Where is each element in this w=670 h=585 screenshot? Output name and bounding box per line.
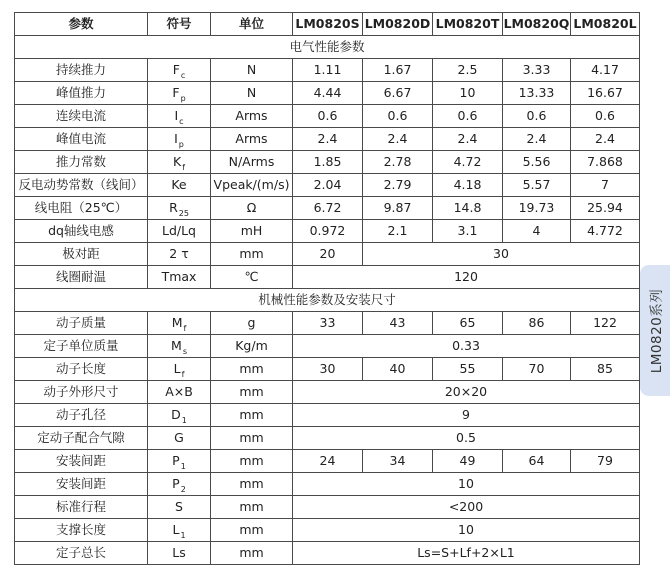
- param-symbol: [148, 59, 211, 82]
- header-symbol: 符号: [148, 13, 211, 36]
- symbol-subscript: p: [178, 139, 184, 149]
- param-symbol: [148, 312, 211, 335]
- value-cell: 64: [503, 450, 571, 473]
- value-cell: 4: [503, 220, 571, 243]
- param-name: 安装间距: [15, 450, 148, 473]
- value-cell: 2.78: [363, 151, 433, 174]
- table-row: [15, 381, 640, 404]
- value-cell: 6.67: [363, 82, 433, 105]
- table-row: [15, 220, 640, 243]
- value-cell: 2.4: [571, 128, 640, 151]
- param-symbol: [148, 519, 211, 542]
- symbol-subscript: 25: [178, 208, 189, 218]
- value-cell: 43: [363, 312, 433, 335]
- table-row: [15, 82, 640, 105]
- value-cell: 2.4: [293, 128, 363, 151]
- value-cell: 16.67: [571, 82, 640, 105]
- section-title: 电气性能参数: [15, 36, 640, 59]
- symbol-base: P: [172, 475, 180, 491]
- param-symbol: [148, 220, 211, 243]
- param-symbol: [148, 128, 211, 151]
- param-unit: Ω: [211, 197, 293, 220]
- param-unit: mm: [211, 381, 293, 404]
- table-row: [15, 335, 640, 358]
- value-cell: 9.87: [363, 197, 433, 220]
- spec-table-body: [15, 36, 640, 565]
- value-cell: 2.04: [293, 174, 363, 197]
- series-side-tab-label: LM0820系列: [649, 288, 665, 373]
- table-row: [15, 427, 640, 450]
- value-cell: 1.11: [293, 59, 363, 82]
- table-row: [15, 542, 640, 565]
- value-cell: 30: [293, 358, 363, 381]
- param-name: 动子质量: [15, 312, 148, 335]
- symbol-base: G: [174, 429, 184, 445]
- symbol-subscript: p: [180, 93, 186, 103]
- value-cell: 4.772: [571, 220, 640, 243]
- value-cell: 1.67: [363, 59, 433, 82]
- param-symbol: [148, 151, 211, 174]
- table-row: [15, 197, 640, 220]
- param-name: 定子单位质量: [15, 335, 148, 358]
- value-cell: 33: [293, 312, 363, 335]
- value-cell: 2.79: [363, 174, 433, 197]
- table-row: [15, 243, 640, 266]
- value-cell: 6.72: [293, 197, 363, 220]
- value-cell: 5.57: [503, 174, 571, 197]
- param-symbol: [148, 335, 211, 358]
- param-symbol: [148, 243, 211, 266]
- table-row: [15, 59, 640, 82]
- param-unit: Kg/m: [211, 335, 293, 358]
- symbol-base: Ke: [171, 176, 187, 192]
- param-name: 峰值电流: [15, 128, 148, 151]
- value-cell: 3.1: [433, 220, 503, 243]
- param-name: 反电动势常数（线间）: [15, 174, 148, 197]
- symbol-base: Ld/Lq: [161, 222, 196, 238]
- symbol-base: I: [174, 107, 179, 123]
- table-row: [15, 266, 640, 289]
- value-cell: 20: [293, 243, 363, 266]
- param-symbol: [148, 197, 211, 220]
- value-cell: 25.94: [571, 197, 640, 220]
- value-cell: 0.6: [363, 105, 433, 128]
- header-param: 参数: [15, 13, 148, 36]
- param-name: 动子长度: [15, 358, 148, 381]
- header-unit: 单位: [211, 13, 293, 36]
- param-unit: mH: [211, 220, 293, 243]
- value-cell: 19.73: [503, 197, 571, 220]
- param-name: 动子孔径: [15, 404, 148, 427]
- value-cell: 4.72: [433, 151, 503, 174]
- merged-value-cell: 120: [293, 266, 640, 289]
- table-row: [15, 358, 640, 381]
- value-cell: 14.8: [433, 197, 503, 220]
- param-name: dq轴线电感: [15, 220, 148, 243]
- header-model-l: LM0820L: [571, 13, 640, 36]
- param-unit: Arms: [211, 105, 293, 128]
- param-name: 标准行程: [15, 496, 148, 519]
- merged-value-cell: 9: [293, 404, 640, 427]
- param-unit: N: [211, 59, 293, 82]
- param-name: 推力常数: [15, 151, 148, 174]
- header-model-d: LM0820D: [363, 13, 433, 36]
- spec-table: [14, 12, 640, 565]
- value-cell: 4.17: [571, 59, 640, 82]
- param-unit: mm: [211, 473, 293, 496]
- param-symbol: [148, 358, 211, 381]
- value-cell: 86: [503, 312, 571, 335]
- table-row: [15, 473, 640, 496]
- value-cell: 0.972: [293, 220, 363, 243]
- value-cell: 2.4: [363, 128, 433, 151]
- value-cell: 2.5: [433, 59, 503, 82]
- param-symbol: [148, 542, 211, 565]
- symbol-base: K: [172, 153, 182, 169]
- param-name: 峰值推力: [15, 82, 148, 105]
- table-row: [15, 174, 640, 197]
- param-unit: mm: [211, 427, 293, 450]
- param-symbol: [148, 450, 211, 473]
- table-row: [15, 105, 640, 128]
- value-cell: 122: [571, 312, 640, 335]
- value-cell: 24: [293, 450, 363, 473]
- symbol-subscript: 1: [180, 461, 186, 471]
- symbol-base: F: [172, 84, 180, 100]
- param-name: 支撑长度: [15, 519, 148, 542]
- value-cell: 7.868: [571, 151, 640, 174]
- value-cell: 4.44: [293, 82, 363, 105]
- param-symbol: [148, 381, 211, 404]
- symbol-base: A×B: [165, 383, 193, 399]
- param-symbol: [148, 496, 211, 519]
- param-unit: mm: [211, 450, 293, 473]
- merged-value-cell: <200: [293, 496, 640, 519]
- symbol-base: M: [171, 314, 183, 330]
- table-row: [15, 450, 640, 473]
- param-name: 线圈耐温: [15, 266, 148, 289]
- value-cell: 0.6: [293, 105, 363, 128]
- symbol-subscript: 1: [181, 415, 187, 425]
- value-cell: 2.4: [503, 128, 571, 151]
- param-name: 连续电流: [15, 105, 148, 128]
- section-title: 机械性能参数及安装尺寸: [15, 289, 640, 312]
- value-cell: 49: [433, 450, 503, 473]
- table-row: [15, 404, 640, 427]
- value-cell: 65: [433, 312, 503, 335]
- param-symbol: [148, 404, 211, 427]
- value-cell: 70: [503, 358, 571, 381]
- value-cell: 2.1: [363, 220, 433, 243]
- table-row: [15, 312, 640, 335]
- value-cell: 7: [571, 174, 640, 197]
- section-row: [15, 36, 640, 59]
- param-unit: N: [211, 82, 293, 105]
- value-cell: 85: [571, 358, 640, 381]
- merged-value-cell: 10: [293, 519, 640, 542]
- param-symbol: [148, 82, 211, 105]
- param-unit: mm: [211, 243, 293, 266]
- value-cell: 10: [433, 82, 503, 105]
- value-cell: 0.6: [433, 105, 503, 128]
- param-name: 线电阻（25℃）: [15, 197, 148, 220]
- header-row: [15, 13, 640, 36]
- symbol-subscript: s: [182, 346, 187, 356]
- symbol-base: Tmax: [161, 268, 197, 284]
- symbol-subscript: f: [182, 162, 186, 172]
- symbol-base: S: [175, 498, 183, 514]
- merged-value-cell: 10: [293, 473, 640, 496]
- merged-value-cell: Ls=S+Lf+2×L1: [293, 542, 640, 565]
- param-symbol: [148, 473, 211, 496]
- header-model-s: LM0820S: [293, 13, 363, 36]
- param-symbol: [148, 266, 211, 289]
- section-row: [15, 289, 640, 312]
- value-cell: 34: [363, 450, 433, 473]
- value-cell: 40: [363, 358, 433, 381]
- value-cell: 79: [571, 450, 640, 473]
- param-symbol: [148, 174, 211, 197]
- param-name: 动子外形尺寸: [15, 381, 148, 404]
- symbol-subscript: c: [180, 70, 186, 80]
- symbol-base: R: [169, 199, 178, 215]
- param-unit: mm: [211, 358, 293, 381]
- param-unit: Arms: [211, 128, 293, 151]
- param-name: 定动子配合气隙: [15, 427, 148, 450]
- param-unit: mm: [211, 519, 293, 542]
- symbol-base: 2 τ: [169, 245, 189, 261]
- symbol-base: Ls: [172, 544, 186, 560]
- header-model-q: LM0820Q: [503, 13, 571, 36]
- param-symbol: [148, 105, 211, 128]
- table-row: [15, 151, 640, 174]
- param-symbol: [148, 427, 211, 450]
- merged-value-cell: 0.33: [293, 335, 640, 358]
- value-cell: 3.33: [503, 59, 571, 82]
- value-cell: 4.18: [433, 174, 503, 197]
- header-model-t: LM0820T: [433, 13, 503, 36]
- value-cell: 1.85: [293, 151, 363, 174]
- param-unit: N/Arms: [211, 151, 293, 174]
- value-cell: 13.33: [503, 82, 571, 105]
- symbol-base: D: [171, 406, 181, 422]
- param-name: 持续推力: [15, 59, 148, 82]
- table-row: [15, 128, 640, 151]
- symbol-subscript: 1: [180, 530, 186, 540]
- param-unit: mm: [211, 542, 293, 565]
- symbol-base: M: [171, 337, 182, 353]
- table-row: [15, 496, 640, 519]
- symbol-subscript: c: [179, 116, 184, 126]
- value-cell: 2.4: [433, 128, 503, 151]
- symbol-base: F: [172, 61, 180, 77]
- merged-value-cell: 20×20: [293, 381, 640, 404]
- value-cell: 5.56: [503, 151, 571, 174]
- param-unit: g: [211, 312, 293, 335]
- merged-value-cell: 30: [363, 243, 640, 266]
- value-cell: 0.6: [571, 105, 640, 128]
- table-row: [15, 519, 640, 542]
- param-name: 安装间距: [15, 473, 148, 496]
- param-unit: Vpeak/(m/s): [211, 174, 293, 197]
- param-unit: mm: [211, 496, 293, 519]
- merged-value-cell: 0.5: [293, 427, 640, 450]
- param-unit: mm: [211, 404, 293, 427]
- value-cell: 55: [433, 358, 503, 381]
- symbol-subscript: f: [181, 369, 185, 379]
- symbol-base: L: [172, 521, 180, 537]
- symbol-subscript: f: [183, 323, 187, 333]
- symbol-base: L: [173, 360, 181, 376]
- param-unit: ℃: [211, 266, 293, 289]
- symbol-base: I: [174, 130, 178, 146]
- param-name: 定子总长: [15, 542, 148, 565]
- symbol-base: P: [172, 452, 180, 468]
- symbol-subscript: 2: [180, 484, 186, 494]
- value-cell: 0.6: [503, 105, 571, 128]
- param-name: 极对距: [15, 243, 148, 266]
- series-side-tab[interactable]: [640, 265, 670, 396]
